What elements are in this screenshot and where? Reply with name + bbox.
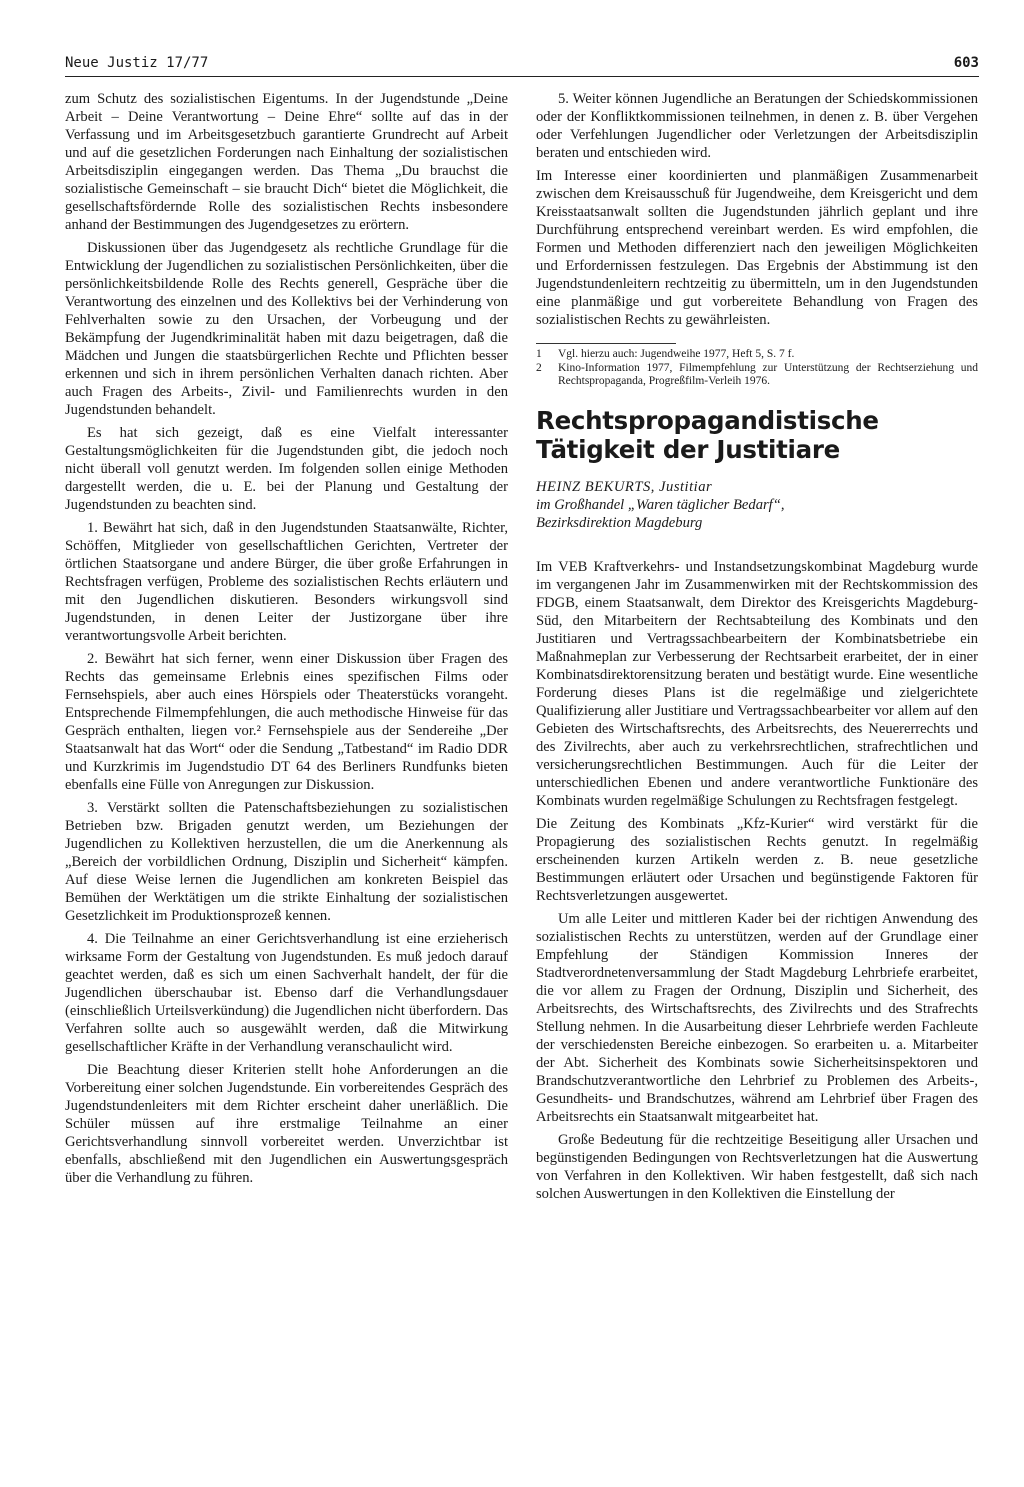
paragraph: Die Beachtung dieser Kriterien stellt hohe Anforderungen an die Vorbereitung einer solchen Jugendstunde. Ein vorbereitendes Gespräch des Jugendstundenleiters mit dem Richter erscheint daher unerläßlich. Die Schüler müssen auf ihre erstmalige Teilnahme an einer Gerichtsverhandlung sinnvoll vorbereitet werden. Unverzichtbar ist ebenfalls, abschließend mit den Jugendlichen ein Auswertungsgespräch über die Verhandlung zu führen. <box>65 1062 508 1186</box>
page-number: 603 <box>953 55 979 71</box>
paragraph: 4. Die Teilnahme an einer Gerichtsverhandlung ist eine erzieherisch wirksame Form der Gestaltung von Jugendstunden. Es muß jedoch darauf geachtet werden, daß es sich um einen Sachverhalt handelt, der für die Jugendlichen überschaubar ist. Ebenso darf die Verhandlungsdauer (einschließlich Urteilsverkündung) die Jugendlichen nicht überfordern. Das Verfahren sollte auch so ausgewählt werden, daß die Mitwirkung gesellschaftlicher Kräfte in der Verhandlung veranschaulicht wird. <box>65 931 508 1055</box>
paragraph: 5. Weiter können Jugendliche an Beratungen der Schiedskommissionen oder der Konfliktkommissionen teilnehmen, in denen z. B. über Vergehen oder Verfehlungen Jugendlicher oder Verletzungen der Arbeitsdisziplin beraten und entschieden wird. <box>536 91 978 161</box>
paragraph: 2. Bewährt hat sich ferner, wenn einer Diskussion über Fragen des Rechts das gemeinsame Erlebnis eines spezifischen Films oder Fernsehspiels, aber auch eines Hörspiels oder Theaterstücks vorangeht. Entsprechende Filmempfehlungen, die auch methodische Hinweise für das Gespräch enthalten, liegen vor.² Fernsehspiele aus der Sendereihe „Der Staatsanwalt hat das Wort“ oder die Sendung „Tatbestand“ im Radio DDR und Kurzkrimis im Jugendstudio DT 64 des Berliners Rundfunks bieten ebenfalls eine Fülle von Anregungen zur Diskussion. <box>65 651 508 793</box>
footnote <box>536 362 978 388</box>
author-name: HEINZ BEKURTS, Justitiar <box>536 479 713 495</box>
running-header <box>65 52 979 77</box>
paragraph: Im VEB Kraftverkehrs- und Instandsetzungskombinat Magdeburg wurde im vergangenen Jahr im Zusammenwirken mit der Rechtskommission des FDGB, einem Staatsanwalt, dem Direktor des Kreisgerichts Magdeburg-Süd, den Mitarbeitern der Rechtsabteilung des Kombinats und den Justitiaren und Vertragssachbearbeitern der Kombinatsbetriebe ein Maßnahmeplan zur Verbesserung der Rechtsarbeit erarbeitet, der in einer Kombinatsdirektorensitzung beraten und bestätigt wurde. Eine wesentliche Forderung dieses Plans ist die regelmäßige und zielgerichtete Qualifizierung aller Justitiare und Vertragssachbearbeiter vor allem auf den Gebieten des Wirtschaftsrechts, des Arbeitsrechts, des Neuererrechts und des Zivilrechts, aber auch zu verkehrsrechtlichen, strafrechtlichen und versicherungsrechtlichen Bestimmungen. Auch für die Leiter der unterschiedlichen Ebenen und andere verantwortliche Funktionäre des Kombinats wurden regelmäßige Schulungen zu Rechtsfragen festgelegt. <box>536 559 978 809</box>
paragraph: Es hat sich gezeigt, daß es eine Vielfalt interessanter Gestaltungsmöglichkeiten für die Jugendstunden gibt, die jedoch noch nicht überall voll genutzt werden. Im folgenden sollen einige Methoden dargestellt werden, die u. E. bei der Planung und Gestaltung der Jugendstunden zu beachten sind. <box>65 425 508 513</box>
footnote-number: 2 <box>536 362 542 374</box>
article-author <box>536 478 978 532</box>
paragraph: Diskussionen über das Jugendgesetz als rechtliche Grundlage für die Entwicklung der Jugendlichen zu sozialistischen Persönlichkeiten, über die persönlichkeitsbildende Rolle des Rechts generell, Gespräche über die Verantwortung des einzelnen und des Kollektivs bei der Verhinderung von Fehlverhalten sowie zu den Ursachen, der Vorbeugung und der Bekämpfung der Jugendkriminalität haben mit dazu beigetragen, daß die Mädchen und Jungen die staatsbürgerlichen Rechte und Pflichten besser erkennen und sich in ihrem persönlichen Verhalten danach richten. Aber auch Fragen des Arbeits-, Zivil- und Familienrechts wurden in den Jugendstunden behandelt. <box>65 240 508 418</box>
paragraph: 1. Bewährt hat sich, daß in den Jugendstunden Staatsanwälte, Richter, Schöffen, Mitglieder von gesellschaftlichen Gerichten, Vertreter der örtlichen Staatsorgane und andere Bürger, die über große Erfahrungen in Rechtsfragen verfügen, Probleme des sozialistischen Rechts erläutern und mit den Jugendlichen diskutieren. Besonders wirkungsvoll sind Jugendstunden, in denen Leiter der Justizorgane über ihre verantwortungsvolle Arbeit berichten. <box>65 520 508 644</box>
paragraph: zum Schutz des sozialistischen Eigentums. In der Jugendstunde „Deine Arbeit – Deine Verantwortung – Deine Ehre“ sollte auf das in der Verfassung und im Arbeitsgesetzbuch garantierte Grundrecht auf Arbeit und auf die gesetzlichen Forderungen nach Einhaltung der sozialistischen Arbeitsdisziplin eingegangen werden. Das Thema „Du brauchst die sozialistische Gemeinschaft – sie braucht Dich“ bietet die Möglichkeit, die gesellschaftsfördernde Rolle des sozialistischen Rechts insbesondere anhand der Bestimmungen des Jugendgesetzes zu erörtern. <box>65 91 508 233</box>
paragraph: Die Zeitung des Kombinats „Kfz-Kurier“ wird verstärkt für die Propagierung des sozialistischen Rechts genutzt. In regelmäßig erscheinenden kurzen Artikeln werden z. B. neue gesetzliche Bestimmungen erläutert oder Ursachen und begünstigende Faktoren für Rechtsverletzungen ausgewertet. <box>536 816 978 904</box>
footnote <box>536 348 978 361</box>
footnote-text: Vgl. hierzu auch: Jugendweihe 1977, Heft 5, S. 7 f. <box>558 348 795 360</box>
journal-issue: Neue Justiz 17/77 <box>65 55 209 71</box>
author-affiliation: im Großhandel „Waren täglicher Bedarf“, <box>536 497 785 513</box>
footnotes <box>536 343 978 388</box>
paragraph: Im Interesse einer koordinierten und planmäßigen Zusammenarbeit zwischen dem Kreisausschuß für Jugendweihe, dem Kreisgericht und dem Kreisstaatsanwalt sollten die Jugendstunden jährlich geplant und ihre Durchführung entsprechend vereinbart werden. Es wird empfohlen, die Formen und Methoden differenziert nach den jeweiligen Möglichkeiten und Erfordernissen festzulegen. Das Ergebnis der Abstimmung ist den Jugendstundenleitern rechtzeitig zu übermitteln, um in den Jugendstunden eine planmäßige und gut vorbereitete Behandlung von Fragen des sozialistischen Rechts zu gewährleisten. <box>536 168 978 328</box>
article-title: Rechtspropagandistische Tätigkeit der Justitiare <box>536 406 879 464</box>
paragraph: Um alle Leiter und mittleren Kader bei der richtigen Anwendung des sozialistischen Rechts zu unterstützen, werden auf der Grundlage einer Empfehlung der Ständigen Kommission Inneres der Stadtverordnetenversammlung der Stadt Magdeburg Lehrbriefe erarbeitet, die vor allem zu Fragen der Ordnung, Disziplin und Sicherheit, des Arbeitsrechts, des Wirtschaftsrechts, des Zivilrechts und des Strafrechts Stellung nehmen. In die Ausarbeitung dieser Lehrbriefe werden Fachleute der verschiedensten Bereiche einbezogen. So erarbeiten u. a. Mitarbeiter der Abt. Sicherheit des Kombinats sowie Sicherheitsinspektoren und Brandschutzverantwortliche den Lehrbrief zu Problemen des Arbeits-, Gesundheits- und Brandschutzes, während am Lehrbrief über Fragen des Arbeitsrechts ein Staatsanwalt mitgearbeitet hat. <box>536 911 978 1125</box>
footnote-divider <box>536 343 676 344</box>
paragraph: 3. Verstärkt sollten die Patenschaftsbeziehungen zu sozialistischen Betrieben bzw. Brigaden genutzt werden, um Beziehungen der Jugendlichen zu Kollektiven herzustellen, die um die Anerkennung als „Bereich der vorbildlichen Ordnung, Disziplin und Sicherheit“ kämpfen. Auf diese Weise lernen die Jugendlichen am konkreten Beispiel das Bemühen der Werktätigen um die strikte Einhaltung der sozialistischen Gesetzlichkeit im Produktionsprozeß kennen. <box>65 800 508 924</box>
footnote-text: Kino-Information 1977, Filmempfehlung zur Unterstützung der Rechtserziehung und Rechtspropaganda, Progreßfilm-Verleih 1976. <box>558 362 978 387</box>
left-column <box>65 90 508 1192</box>
paragraph: Große Bedeutung für die rechtzeitige Beseitigung aller Ursachen und begünstigenden Bedingungen von Rechtsverletzungen hat die Auswertung von Verfahren in den Kollektiven. Wir haben festgestellt, daß sich nach solchen Auswertungen in den Kollektiven die Einstellung der <box>536 1132 978 1202</box>
author-affiliation: Bezirksdirektion Magdeburg <box>536 515 703 531</box>
right-column <box>536 90 978 1208</box>
footnote-number: 1 <box>536 348 542 360</box>
